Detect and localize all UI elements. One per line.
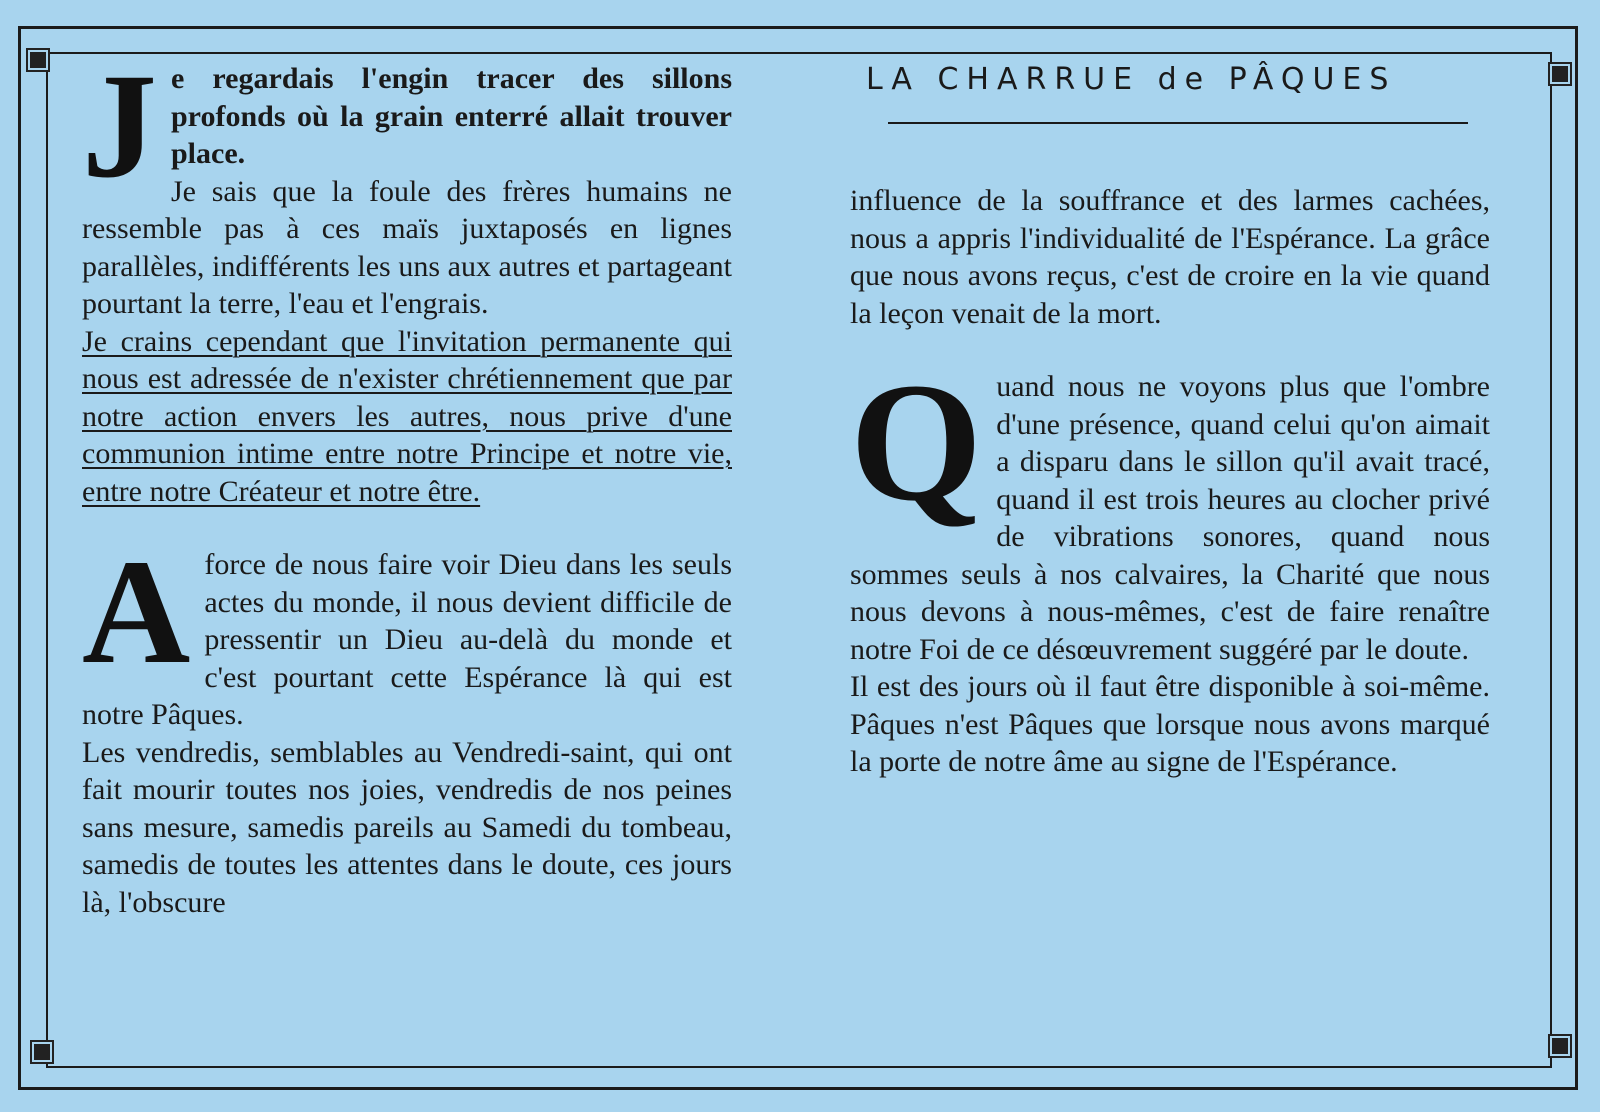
- paragraph-6: influence de la souffrance et des larmes cachées, nous a appris l'individualité de l'Espérance. La grâce que nous avons reçus, c'est de croire en la vie quand la leçon venait de la mort.: [850, 184, 1490, 330]
- paragraph-4: [82, 529, 732, 734]
- paragraph-1-text: e regardais l'engin tracer des sillons profonds où la grain enterré allait trouver place.: [171, 62, 732, 170]
- paragraph-1: [82, 43, 732, 209]
- paragraph-7-text: uand nous ne voyons plus que l'ombre d'une présence, quand celui qu'on aimait a disparu dans le sillon qu'il avait tracé, quand il est trois heures au clocher privé de vibrations sonores, quand nous sommes seuls à nos calvaires, la Charité que nous nous devons à nous-mêmes, c'est de faire renaître notre Foi de ce désœuvrement suggéré par le doute.: [850, 370, 1490, 666]
- paragraph-3: Je crains cependant que l'invitation permanente qui nous est adressée de n'exister chrétiennement que par notre action envers les autres, nous prive d'une communion intime entre notre Principe et notre vie, entre notre Créateur et notre être.: [82, 324, 732, 508]
- right-column: [850, 182, 1490, 781]
- corner-ornament-bottom-left: [32, 1042, 52, 1062]
- corner-ornament-top-right: [1550, 64, 1570, 84]
- paragraph-5: Les vendredis, semblables au Vendredi-saint, qui ont fait mourir toutes nos joies, vendredis de nos peines sans mesure, samedis pareils au Samedi du tombeau, samedis de toutes les attentes dans le doute, ces jours là, l'obscure: [82, 735, 732, 919]
- paragraph-7: [850, 348, 1490, 668]
- paragraph-8: Il est des jours où il faut être disponible à soi-même. Pâques n'est Pâques que lorsque nous avons marqué la porte de notre âme au signe de l'Espérance.: [850, 670, 1490, 778]
- dropcap-q: Q: [850, 348, 983, 536]
- handwritten-title: LA CHARRUE de PÂQUES: [866, 62, 1397, 97]
- left-column: [82, 43, 732, 921]
- dropcap-a: A: [82, 529, 191, 695]
- paragraph-4-text: force de nous faire voir Dieu dans les seuls actes du monde, il nous devient difficile de pressentir un Dieu au-delà du monde et c'est pourtant cette Espérance là qui est notre Pâques.: [82, 548, 732, 731]
- title-underline: [888, 122, 1468, 124]
- corner-ornament-top-left: [28, 50, 48, 70]
- corner-ornament-bottom-right: [1550, 1036, 1570, 1056]
- dropcap-j: J: [82, 43, 157, 209]
- paragraph-2: Je sais que la foule des frères humains ne ressemble pas à ces maïs juxtaposés en lignes parallèles, indifférents les uns aux autres et partageant pourtant la terre, l'eau et l'engrais.: [82, 174, 732, 320]
